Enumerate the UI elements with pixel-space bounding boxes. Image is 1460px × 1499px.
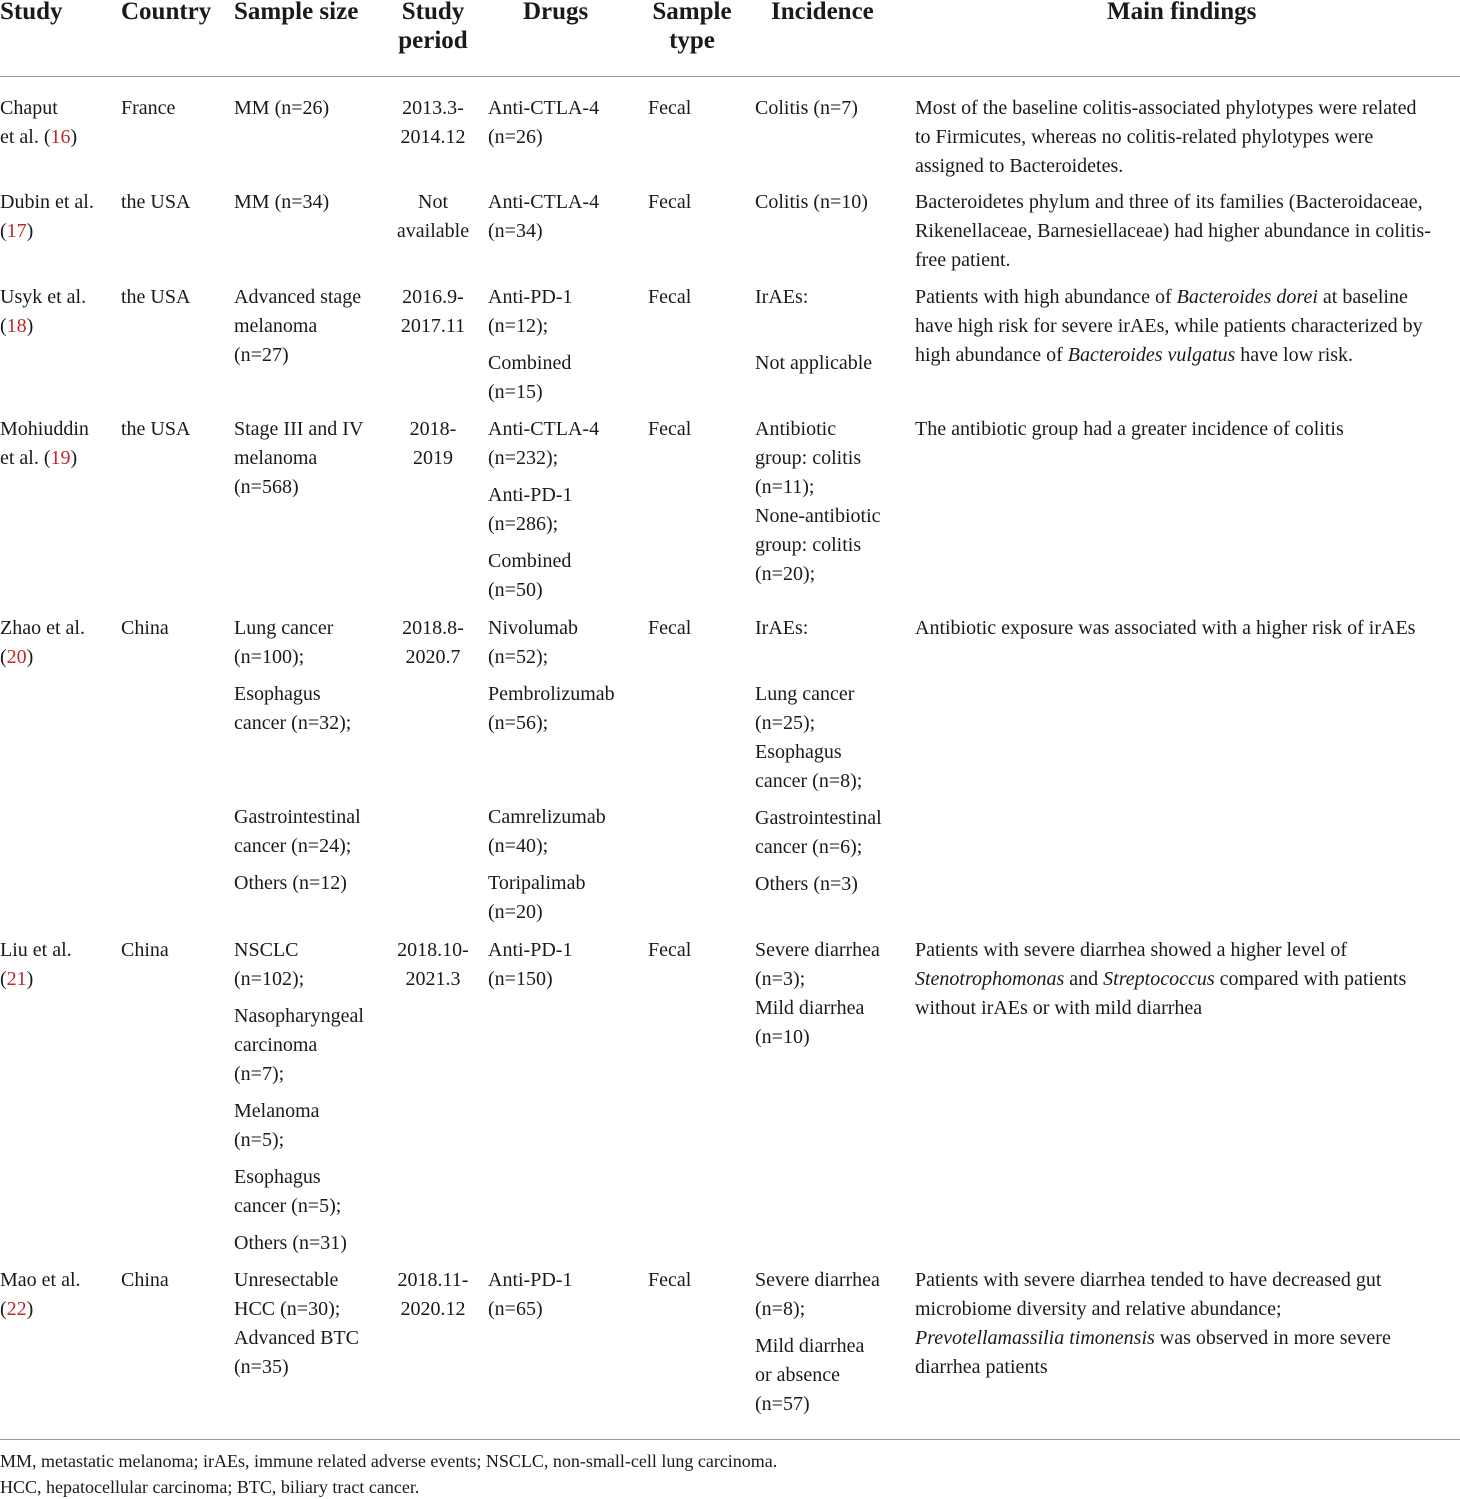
header-study-period: Study period <box>398 0 468 54</box>
cell-main-findings: Patients with high abundance of Bacteroides dorei at baseline have high risk for severe irAEs, while patients characterized by high abundance of Bacteroides vulgatus have low risk. <box>915 286 1423 366</box>
citation-link[interactable]: 20 <box>6 646 27 668</box>
cell-incidence: Colitis (n=7) <box>755 97 858 119</box>
cell-sample-type: Fecal <box>648 97 692 119</box>
cell-country: China <box>121 617 169 639</box>
cell-country: China <box>121 939 169 961</box>
cell-study: Mao et al. (22) <box>0 1269 81 1320</box>
cell-sample-type: Fecal <box>648 617 692 639</box>
cell-study-period: 2013.3- 2014.12 <box>400 97 466 148</box>
cell-sample-type: Fecal <box>648 418 692 440</box>
footnote-abbreviations: MM, metastatic melanoma; irAEs, immune related adverse events; NSCLC, non-small-cell lung carcinoma. <box>0 1451 778 1471</box>
cell-sample-size: MM (n=34) <box>234 191 330 213</box>
cell-incidence: IrAEs: Lung cancer (n=25); Esophagus cancer (n=8); Gastrointestinal cancer (n=6); Others (n=3) <box>755 617 882 895</box>
citation-link[interactable]: 16 <box>50 126 71 148</box>
header-sample-size: Sample size <box>234 0 359 25</box>
cell-study-period: 2018- 2019 <box>409 418 457 469</box>
cell-study-period: 2018.10- 2021.3 <box>397 939 469 990</box>
cell-sample-type: Fecal <box>648 1269 692 1291</box>
cell-incidence: Severe diarrhea (n=3); Mild diarrhea (n=10) <box>755 939 880 1048</box>
cell-drugs: Anti-CTLA-4 (n=232); Anti-PD-1 (n=286); Combined (n=50) <box>488 418 600 601</box>
cell-main-findings: Bacteroidetes phylum and three of its families (Bacteroidaceae, Rikenellaceae, Barnesiellaceae) had higher abundance in colitis- free patient. <box>915 191 1431 271</box>
cell-study-period: 2018.8- 2020.7 <box>402 617 464 668</box>
header-study: Study <box>0 0 63 25</box>
cell-incidence: Antibiotic group: colitis (n=11); None-antibiotic group: colitis (n=20); <box>755 418 881 585</box>
cell-sample-size: Lung cancer (n=100); Esophagus cancer (n=32); Gastrointestinal cancer (n=24); Others (n=12) <box>234 617 361 894</box>
header-drugs: Drugs <box>523 0 589 25</box>
cell-country: the USA <box>121 418 191 440</box>
cell-country: China <box>121 1269 169 1291</box>
cell-sample-type: Fecal <box>648 191 692 213</box>
cell-sample-type: Fecal <box>648 939 692 961</box>
cell-study-period: 2018.11- 2020.12 <box>397 1269 469 1320</box>
cell-country: France <box>121 97 176 119</box>
table-bottom-rule <box>0 1439 1460 1440</box>
citation-link[interactable]: 21 <box>6 968 27 990</box>
citation-link[interactable]: 22 <box>6 1298 27 1320</box>
cell-study: Chaput et al. (16) <box>0 97 78 148</box>
cell-study: Dubin et al. (17) <box>0 191 94 242</box>
cell-main-findings: The antibiotic group had a greater incidence of colitis <box>915 418 1344 440</box>
cell-study: Usyk et al. (18) <box>0 286 87 337</box>
cell-drugs: Anti-CTLA-4 (n=34) <box>488 191 600 242</box>
cell-main-findings: Patients with severe diarrhea showed a higher level of Stenotrophomonas and Streptococcus compared with patients without irAEs or with mild diarrhea <box>915 939 1407 1019</box>
cell-study: Zhao et al. (20) <box>0 617 85 668</box>
cell-incidence: Colitis (n=10) <box>755 191 868 213</box>
citation-link[interactable]: 19 <box>50 447 71 469</box>
footnote-abbreviations-2: HCC, hepatocellular carcinoma; BTC, biliary tract cancer. <box>0 1477 420 1497</box>
cell-study: Liu et al. (21) <box>0 939 72 990</box>
cell-sample-size: MM (n=26) <box>234 97 330 119</box>
header-main-findings: Main findings <box>1107 0 1257 25</box>
cell-sample-type: Fecal <box>648 286 692 308</box>
cell-drugs: Nivolumab (n=52); Pembrolizumab (n=56); Camrelizumab (n=40); Toripalimab (n=20) <box>488 617 615 923</box>
cell-main-findings: Patients with severe diarrhea tended to have decreased gut microbiome diversity and relative abundance; Prevotellamassilia timonensis was observed in more severe diarrhea patients <box>915 1269 1391 1378</box>
cell-drugs: Anti-PD-1 (n=65) <box>488 1269 573 1320</box>
cell-study-period: 2016.9- 2017.11 <box>400 286 466 337</box>
cell-country: the USA <box>121 286 191 308</box>
cell-main-findings: Most of the baseline colitis-associated phylotypes were related to Firmicutes, whereas no colitis-related phylotypes were assigned to Bacteroidetes. <box>915 97 1417 177</box>
table-header <box>0 0 1460 77</box>
cell-drugs: Anti-CTLA-4 (n=26) <box>488 97 600 148</box>
cell-sample-size: NSCLC (n=102); Nasopharyngeal carcinoma (n=7); Melanoma (n=5); Esophagus cancer (n=5); Others (n=31) <box>234 939 364 1254</box>
cell-sample-size: Stage III and IV melanoma (n=568) <box>234 418 364 498</box>
header-incidence: Incidence <box>771 0 874 25</box>
cell-main-findings: Antibiotic exposure was associated with a higher risk of irAEs <box>915 617 1416 639</box>
cell-incidence: IrAEs: Not applicable <box>755 286 873 374</box>
header-country: Country <box>121 0 212 25</box>
cell-study: Mohiuddin et al. (19) <box>0 418 89 469</box>
cell-drugs: Anti-PD-1 (n=12); Combined (n=15) <box>488 286 573 403</box>
citation-link[interactable]: 17 <box>6 220 27 242</box>
citation-link[interactable]: 18 <box>6 315 27 337</box>
cell-sample-size: Advanced stage melanoma (n=27) <box>234 286 362 366</box>
cell-incidence: Severe diarrhea (n=8); Mild diarrhea or absence (n=57) <box>755 1269 880 1415</box>
header-sample-type: Sample type <box>652 0 732 54</box>
cell-drugs: Anti-PD-1 (n=150) <box>488 939 573 990</box>
cell-sample-size: Unresectable HCC (n=30); Advanced BTC (n=35) <box>234 1269 359 1378</box>
cell-study-period: Not available <box>396 191 470 242</box>
cell-country: the USA <box>121 191 191 213</box>
